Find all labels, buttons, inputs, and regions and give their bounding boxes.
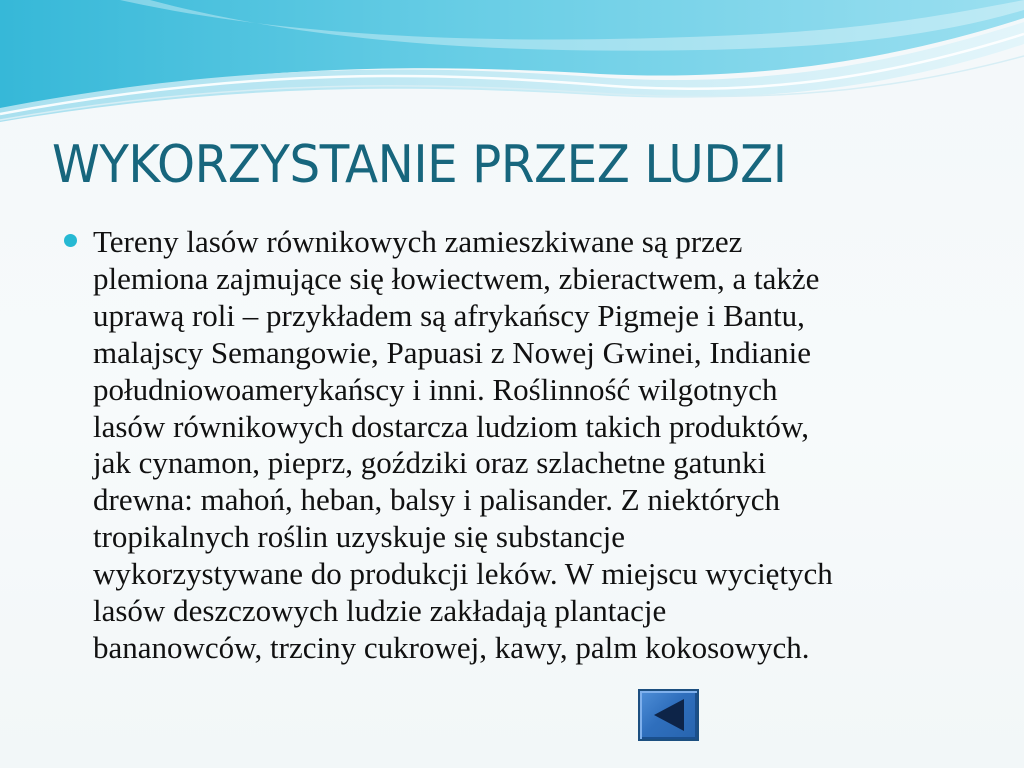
text-line: lasów deszczowych ludzie zakładają plantacje <box>93 593 667 629</box>
text-line: jak cynamon, pieprz, goździki oraz szlachetne gatunki <box>93 445 767 481</box>
bullet-dot-icon <box>64 234 77 247</box>
bullet-text <box>93 224 944 667</box>
text-line: drewna: mahoń, heban, balsy i palisander. Z niektórych <box>93 482 780 518</box>
text-line: Tereny lasów równikowych zamieszkiwane są przez <box>93 224 743 259</box>
text-line: wykorzystywane do produkcji leków. W miejscu wyciętych <box>93 556 833 592</box>
back-button[interactable] <box>638 689 699 741</box>
header-wave-decoration <box>0 0 1024 130</box>
text-line: plemiona zajmujące się łowiectwem, zbieractwem, a także <box>93 260 820 296</box>
bullet-list <box>64 224 944 667</box>
back-arrow-icon <box>649 695 689 735</box>
slide-title: WYKORZYSTANIE PRZEZ LUDZI <box>52 135 787 195</box>
bullet-item <box>64 224 944 667</box>
text-line: lasów równikowych dostarcza ludziom takich produktów, <box>93 408 809 444</box>
text-line: południowoamerykańscy i inni. Roślinność wilgotnych <box>93 371 778 407</box>
text-line: bananowców, trzciny cukrowej, kawy, palm kokosowych. <box>93 629 810 665</box>
text-line: malajscy Semangowie, Papuasi z Nowej Gwinei, Indianie <box>93 334 811 370</box>
text-line: tropikalnych roślin uzyskuje się substancje <box>93 519 626 555</box>
text-line: uprawą roli – przykładem są afrykańscy Pigmeje i Bantu, <box>93 297 805 333</box>
